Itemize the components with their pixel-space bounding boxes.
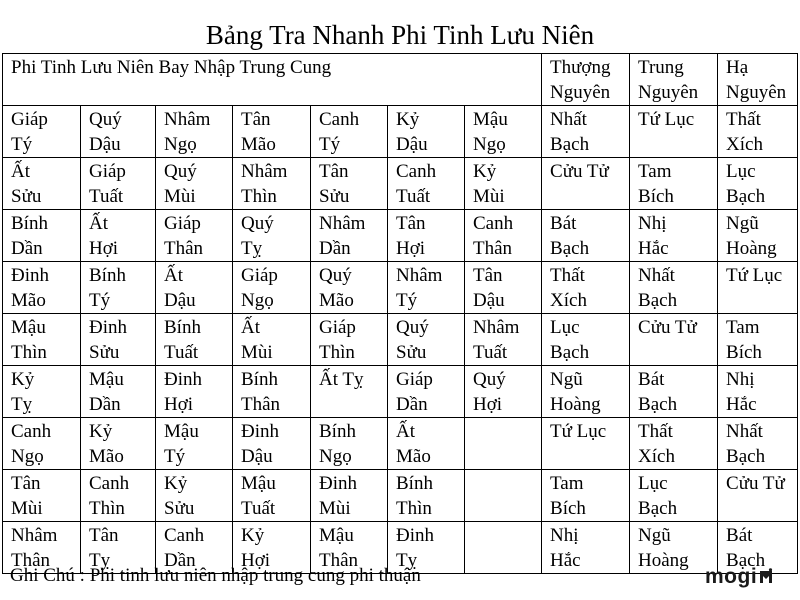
year-cell: Nhâm Thân <box>3 522 81 574</box>
table-row <box>3 314 798 366</box>
header-upper-era: Thượng Nguyên <box>542 54 630 106</box>
year-cell: Quý Mão <box>311 262 388 314</box>
year-cell: Mậu Tý <box>156 418 233 470</box>
lower-era-star-cell: Tam Bích <box>718 314 798 366</box>
lower-era-star-cell: Ngũ Hoàng <box>718 210 798 262</box>
watermark-logo <box>705 565 773 589</box>
middle-era-star-cell: Tam Bích <box>630 158 718 210</box>
table-row <box>3 262 798 314</box>
year-cell: Nhâm Dần <box>311 210 388 262</box>
year-cell: Canh Dần <box>156 522 233 574</box>
table-row <box>3 210 798 262</box>
year-cell: Mậu Ngọ <box>465 106 542 158</box>
upper-era-star-cell: Nhất Bạch <box>542 106 630 158</box>
year-cell: Nhâm Tuất <box>465 314 542 366</box>
upper-era-star-cell: Nhị Hắc <box>542 522 630 574</box>
year-cell: Đinh Mùi <box>311 470 388 522</box>
upper-era-star-cell: Thất Xích <box>542 262 630 314</box>
year-cell: Ất Mão <box>388 418 465 470</box>
year-cell: Canh Tý <box>311 106 388 158</box>
year-cell: Giáp Thìn <box>311 314 388 366</box>
year-cell: Đinh Tỵ <box>388 522 465 574</box>
lookup-table <box>2 53 798 574</box>
year-cell: Giáp Thân <box>156 210 233 262</box>
year-cell: Mậu Tuất <box>233 470 311 522</box>
year-cell: Đinh Hợi <box>156 366 233 418</box>
year-cell: Kỷ Dậu <box>388 106 465 158</box>
year-cell: Đinh Mão <box>3 262 81 314</box>
middle-era-star-cell: Bát Bạch <box>630 366 718 418</box>
lower-era-star-cell: Nhất Bạch <box>718 418 798 470</box>
header-row <box>3 54 798 106</box>
upper-era-star-cell: Tứ Lục <box>542 418 630 470</box>
mogi-logo-icon <box>759 568 773 584</box>
upper-era-star-cell: Bát Bạch <box>542 210 630 262</box>
year-cell: Đinh Sửu <box>81 314 156 366</box>
table-row <box>3 158 798 210</box>
year-cell: Giáp Tuất <box>81 158 156 210</box>
upper-era-star-cell: Ngũ Hoàng <box>542 366 630 418</box>
year-cell: Nhâm Ngọ <box>156 106 233 158</box>
upper-era-star-cell: Cửu Tử <box>542 158 630 210</box>
year-cell: Bính Thân <box>233 366 311 418</box>
header-middle-era: Trung Nguyên <box>630 54 718 106</box>
footnote: Ghi Chú : Phi tinh lưu niên nhập trung cung phi thuận <box>10 565 421 586</box>
middle-era-star-cell: Thất Xích <box>630 418 718 470</box>
page-title: Bảng Tra Nhanh Phi Tinh Lưu Niên <box>205 20 595 50</box>
year-cell: Bính Tuất <box>156 314 233 366</box>
header-main-label: Phi Tinh Lưu Niên Bay Nhập Trung Cung <box>3 54 542 106</box>
year-cell: Giáp Tý <box>3 106 81 158</box>
year-cell: Đinh Dậu <box>233 418 311 470</box>
table-row <box>3 418 798 470</box>
table-row <box>3 470 798 522</box>
lower-era-star-cell: Bát Bạch <box>718 522 798 574</box>
lower-era-star-cell: Tứ Lục <box>718 262 798 314</box>
year-cell: Tân Sửu <box>311 158 388 210</box>
year-cell: Bính Thìn <box>388 470 465 522</box>
year-cell: Tân Hợi <box>388 210 465 262</box>
year-cell <box>465 470 542 522</box>
year-cell: Quý Mùi <box>156 158 233 210</box>
table-row <box>3 106 798 158</box>
year-cell: Ất Dậu <box>156 262 233 314</box>
year-cell: Ất Mùi <box>233 314 311 366</box>
year-cell: Canh Ngọ <box>3 418 81 470</box>
year-cell <box>465 522 542 574</box>
lower-era-star-cell: Thất Xích <box>718 106 798 158</box>
year-cell: Canh Thân <box>465 210 542 262</box>
year-cell: Kỷ Hợi <box>233 522 311 574</box>
upper-era-star-cell: Tam Bích <box>542 470 630 522</box>
year-cell: Mậu Dần <box>81 366 156 418</box>
year-cell: Tân Tỵ <box>81 522 156 574</box>
year-cell: Quý Hợi <box>465 366 542 418</box>
middle-era-star-cell: Ngũ Hoàng <box>630 522 718 574</box>
middle-era-star-cell: Nhị Hắc <box>630 210 718 262</box>
middle-era-star-cell: Tứ Lục <box>630 106 718 158</box>
year-cell: Ất Tỵ <box>311 366 388 418</box>
middle-era-star-cell: Nhất Bạch <box>630 262 718 314</box>
year-cell: Mậu Thân <box>311 522 388 574</box>
year-cell: Tân Mùi <box>3 470 81 522</box>
year-cell: Nhâm Tý <box>388 262 465 314</box>
year-cell: Bính Dần <box>3 210 81 262</box>
lower-era-star-cell: Nhị Hắc <box>718 366 798 418</box>
year-cell: Quý Tỵ <box>233 210 311 262</box>
year-cell: Tân Dậu <box>465 262 542 314</box>
year-cell: Kỷ Sửu <box>156 470 233 522</box>
year-cell: Ất Hợi <box>81 210 156 262</box>
year-cell: Kỷ Mùi <box>465 158 542 210</box>
year-cell: Bính Ngọ <box>311 418 388 470</box>
year-cell: Giáp Dần <box>388 366 465 418</box>
year-cell: Canh Tuất <box>388 158 465 210</box>
year-cell: Quý Sửu <box>388 314 465 366</box>
year-cell <box>465 418 542 470</box>
lower-era-star-cell: Lục Bạch <box>718 158 798 210</box>
year-cell: Kỷ Tỵ <box>3 366 81 418</box>
upper-era-star-cell: Lục Bạch <box>542 314 630 366</box>
lower-era-star-cell: Cửu Tử <box>718 470 798 522</box>
header-lower-era: Hạ Nguyên <box>718 54 798 106</box>
year-cell: Tân Mão <box>233 106 311 158</box>
year-cell: Canh Thìn <box>81 470 156 522</box>
year-cell: Giáp Ngọ <box>233 262 311 314</box>
year-cell: Ất Sửu <box>3 158 81 210</box>
year-cell: Kỷ Mão <box>81 418 156 470</box>
year-cell: Mậu Thìn <box>3 314 81 366</box>
year-cell: Nhâm Thìn <box>233 158 311 210</box>
watermark-text: mogi <box>705 565 758 588</box>
year-cell: Bính Tý <box>81 262 156 314</box>
middle-era-star-cell: Cửu Tử <box>630 314 718 366</box>
table-row <box>3 366 798 418</box>
middle-era-star-cell: Lục Bạch <box>630 470 718 522</box>
year-cell: Quý Dậu <box>81 106 156 158</box>
